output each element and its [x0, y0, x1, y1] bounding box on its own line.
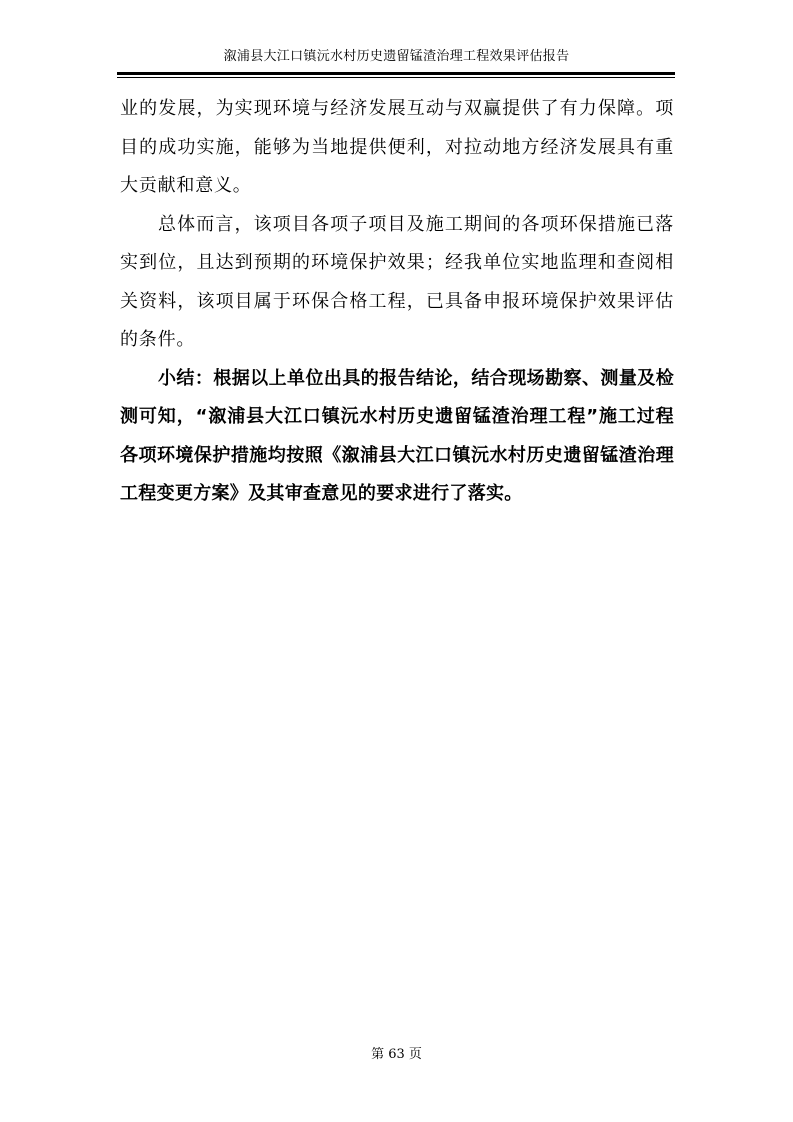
paragraph-continuation: 业的发展，为实现环境与经济发展互动与双赢提供了有力保障。项目的成功实施，能够为当地提供便利，对拉动地方经济发展具有重大贡献和意义。: [120, 98, 674, 196]
header-rule-thick: [117, 72, 675, 75]
page-number: 第 63 页: [371, 1047, 422, 1062]
header-rule-thin: [117, 77, 675, 78]
paragraph-overall-assessment: 总体而言，该项目各项子项目及施工期间的各项环保措施已落实到位，且达到预期的环境保护效果；经我单位实地监理和查阅相关资料，该项目属于环保合格工程，已具备申报环境保护效果评估的条件。: [120, 213, 674, 350]
paragraph-summary: 小结：根据以上单位出具的报告结论，结合现场勘察、测量及检测可知，“溆浦县大江口镇沅水村历史遗留锰渣治理工程”施工过程各项环境保护措施均按照《溆浦县大江口镇沅水村历史遗留锰渣治理工程变更方案》及其审查意见的要求进行了落实。: [120, 367, 674, 504]
document-body: [120, 90, 674, 514]
running-header-title: 溆浦县大江口镇沅水村历史遗留锰渣治理工程效果评估报告: [223, 49, 570, 64]
